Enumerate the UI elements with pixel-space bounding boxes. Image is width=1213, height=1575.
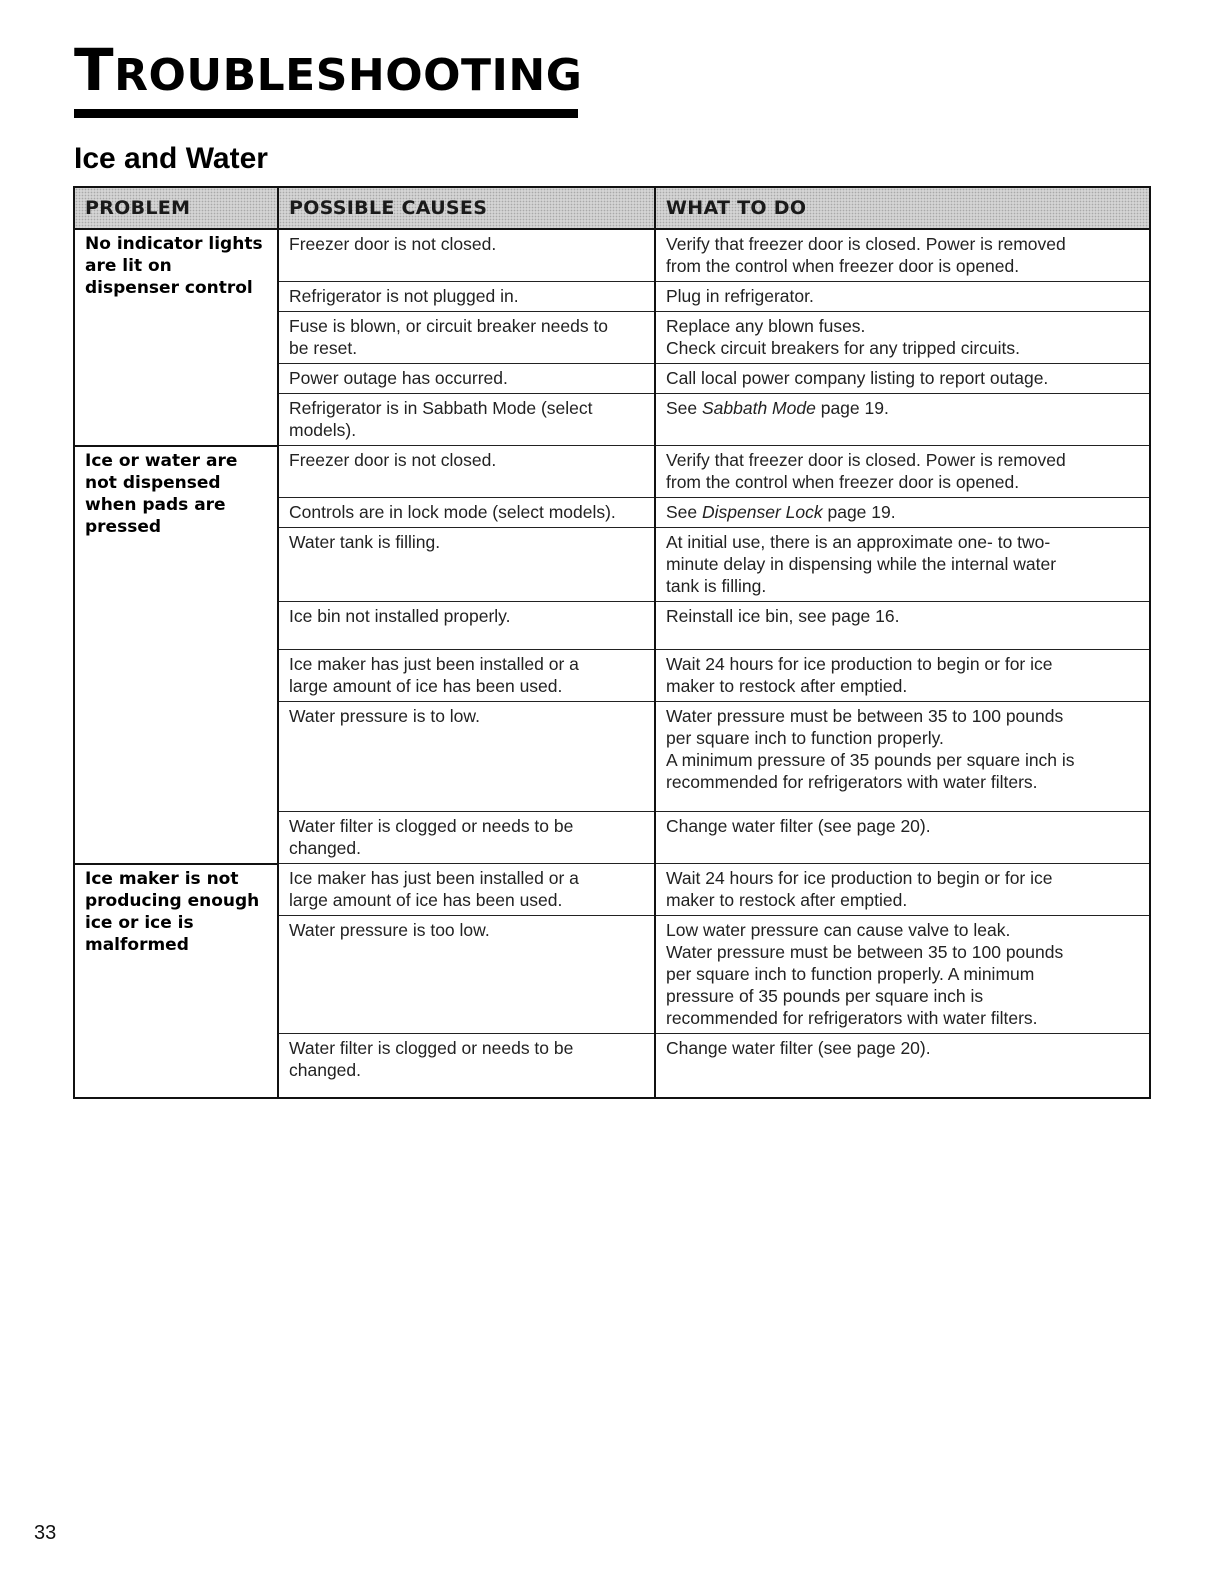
table-header-row [74, 187, 1150, 229]
action-line: per square inch to function properly. A minimum [666, 964, 1035, 984]
action-reference: Dispenser Lock [702, 502, 823, 522]
header-possible-causes: POSSIBLE CAUSES [278, 187, 655, 229]
action-line: from the control when freezer door is opened. [666, 256, 1020, 276]
action-line: Wait 24 hours for ice production to begin or for ice [666, 868, 1053, 888]
cause-line: Water pressure is too low. [289, 920, 490, 940]
problem-cell: No indicator lights are lit on dispenser control [74, 229, 278, 446]
action-line: A minimum pressure of 35 pounds per square inch is [666, 750, 1075, 770]
action-text: page 19. [815, 398, 889, 418]
action-line: Verify that freezer door is closed. Power is removed [666, 234, 1066, 254]
action-line: Water pressure must be between 35 to 100 pounds [666, 942, 1064, 962]
cause-line: Refrigerator is not plugged in. [289, 286, 519, 306]
action-line: At initial use, there is an approximate one- to two- [666, 532, 1051, 552]
cause-cell [278, 702, 655, 812]
action-cell [655, 498, 1150, 528]
action-line: Low water pressure can cause valve to leak. [666, 920, 1011, 940]
action-line: from the control when freezer door is opened. [666, 472, 1020, 492]
action-line: minute delay in dispensing while the internal water [666, 554, 1057, 574]
page-title-initial: T [74, 36, 115, 104]
action-line: Replace any blown fuses. [666, 316, 866, 336]
cause-line: large amount of ice has been used. [289, 890, 563, 910]
action-cell [655, 864, 1150, 916]
cause-line: be reset. [289, 338, 358, 358]
cause-line: Ice maker has just been installed or a [289, 868, 579, 888]
cause-line: changed. [289, 1060, 362, 1080]
cause-cell [278, 394, 655, 446]
action-cell [655, 528, 1150, 602]
action-line: Plug in refrigerator. [666, 286, 814, 306]
cause-cell [278, 528, 655, 602]
action-cell [655, 650, 1150, 702]
action-text: page 19. [822, 502, 896, 522]
cause-line: Freezer door is not closed. [289, 234, 497, 254]
action-line: recommended for refrigerators with water filters. [666, 1008, 1038, 1028]
cause-cell [278, 916, 655, 1034]
cause-cell [278, 364, 655, 394]
cause-cell [278, 650, 655, 702]
cause-line: changed. [289, 838, 362, 858]
cause-cell [278, 229, 655, 282]
action-cell [655, 364, 1150, 394]
table-row [74, 446, 1150, 498]
action-cell [655, 1034, 1150, 1098]
action-text: See [666, 398, 702, 418]
cause-line: Power outage has occurred. [289, 368, 508, 388]
cause-line: models). [289, 420, 357, 440]
cause-line: Water tank is filling. [289, 532, 441, 552]
action-line: Reinstall ice bin, see page 16. [666, 606, 900, 626]
page-number: 33 [34, 1522, 57, 1544]
cause-cell [278, 812, 655, 864]
cause-line: Controls are in lock mode (select models). [289, 502, 616, 522]
cause-cell [278, 312, 655, 364]
action-line: Call local power company listing to report outage. [666, 368, 1049, 388]
cause-cell [278, 282, 655, 312]
cause-line: Refrigerator is in Sabbath Mode (select [289, 398, 593, 418]
cause-line: Freezer door is not closed. [289, 450, 497, 470]
action-line: Check circuit breakers for any tripped circuits. [666, 338, 1021, 358]
action-cell [655, 702, 1150, 812]
cause-line: Water filter is clogged or needs to be [289, 816, 574, 836]
table-row [74, 864, 1150, 916]
action-line: maker to restock after emptied. [666, 890, 908, 910]
problem-cell: Ice or water are not dispensed when pads are pressed [74, 446, 278, 864]
action-line: tank is filling. [666, 576, 767, 596]
action-line [666, 501, 1139, 523]
action-cell [655, 312, 1150, 364]
action-text: See [666, 502, 702, 522]
action-line: Water pressure must be between 35 to 100 pounds [666, 706, 1064, 726]
cause-line: Water filter is clogged or needs to be [289, 1038, 574, 1058]
cause-line: Water pressure is to low. [289, 706, 480, 726]
problem-cell: Ice maker is not producing enough ice or ice is malformed [74, 864, 278, 1098]
action-reference: Sabbath Mode [702, 398, 816, 418]
page-title [74, 36, 583, 106]
header-what-to-do: WHAT TO DO [655, 187, 1150, 229]
action-line: maker to restock after emptied. [666, 676, 908, 696]
action-cell [655, 602, 1150, 650]
action-cell [655, 812, 1150, 864]
action-line: Change water filter (see page 20). [666, 1038, 931, 1058]
action-cell [655, 282, 1150, 312]
action-line: Change water filter (see page 20). [666, 816, 931, 836]
action-line [666, 397, 1139, 419]
cause-line: large amount of ice has been used. [289, 676, 563, 696]
table-body [74, 229, 1150, 1098]
cause-line: Fuse is blown, or circuit breaker needs to [289, 316, 609, 336]
action-line: recommended for refrigerators with water filters. [666, 772, 1038, 792]
cause-cell [278, 498, 655, 528]
action-cell [655, 394, 1150, 446]
cause-cell [278, 1034, 655, 1098]
page-title-rest: ROUBLESHOOTING [114, 50, 583, 101]
title-rule [74, 109, 578, 118]
action-line: Wait 24 hours for ice production to begin or for ice [666, 654, 1053, 674]
cause-cell [278, 602, 655, 650]
header-problem: PROBLEM [74, 187, 278, 229]
action-cell [655, 229, 1150, 282]
cause-cell [278, 446, 655, 498]
action-line: pressure of 35 pounds per square inch is [666, 986, 984, 1006]
section-title: Ice and Water [74, 142, 268, 175]
table-row [74, 229, 1150, 282]
troubleshooting-table [73, 186, 1151, 1099]
action-cell [655, 916, 1150, 1034]
cause-line: Ice bin not installed properly. [289, 606, 511, 626]
cause-line: Ice maker has just been installed or a [289, 654, 579, 674]
action-line: per square inch to function properly. [666, 728, 944, 748]
action-cell [655, 446, 1150, 498]
cause-cell [278, 864, 655, 916]
action-line: Verify that freezer door is closed. Power is removed [666, 450, 1066, 470]
